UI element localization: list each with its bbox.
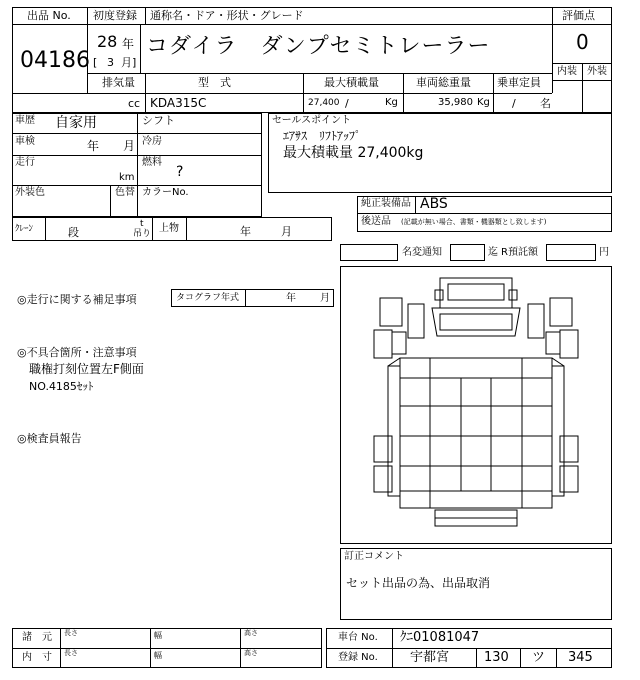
crane-label: ｸﾚｰﾝ [15,224,34,234]
mileage-unit: km [119,172,135,183]
name-change-box [450,244,485,261]
chassis-value: ｸﾆ01081047 [400,630,480,645]
defects-title: ◎不具合箇所・注意事項 [17,346,137,359]
upper-year: 年 [240,225,251,238]
shift-label: シフト [142,114,175,127]
max-load-label: 最大積載量 [324,76,379,89]
height-label-2: 高さ [244,649,258,657]
r-deposit-sep: 迄 [488,247,498,258]
capacity-unit: 名 [540,97,551,110]
lot-no-label: 出品 No. [27,9,71,22]
r-deposit-box [546,244,596,261]
correction-text: セット出品の為、出品取消 [346,576,491,590]
color-no-label: カラーNo. [142,187,189,198]
reg-year-unit: 年 [122,37,135,51]
fuel-label: 燃料 [142,157,162,168]
gross-weight-value: 35,980 [438,97,473,108]
gross-weight-label: 車両総重量 [416,76,471,89]
tacho-year: 年 [286,293,296,304]
cab-roof [440,278,512,308]
height-label-1: 高さ [244,629,258,637]
rear-wheel-right-1 [560,436,578,462]
type-value: KDA315C [150,96,207,110]
reg-class: 130 [484,650,509,665]
displacement-label: 排気量 [102,76,135,89]
defect-line1: 職権打刻位置左F側面 [29,362,144,376]
tacho-month: 月 [320,293,330,304]
cab-hood [432,308,520,336]
gross-weight-unit: Kg [477,97,490,108]
reg-place: 宇都宮 [410,650,450,665]
upper-label: 上物 [159,223,179,234]
inspector-title: ◎検査員報告 [17,432,82,445]
reg-month-close: 月] [121,56,137,69]
defect-line2: NO.4185ｾｯﾄ [29,380,94,393]
inspection-month: 月 [123,139,136,153]
truck-diagram [340,266,612,544]
fuel-value: ? [176,164,184,180]
reg-number: 345 [568,650,593,665]
width-label-1: 幅 [154,631,162,640]
r-deposit-label: R預託額 [501,247,538,258]
width-label-2: 幅 [154,651,162,660]
rear-seat-label: 後送品 [361,216,391,227]
exterior-label: 外装 [587,66,607,77]
name-change-label: 名変通知 [402,247,442,258]
first-reg-label: 初度登録 [93,9,137,22]
supplement-title: ◎走行に関する補足事項 [17,293,137,306]
shoyuan-label: 諸 元 [22,632,52,643]
sales-line2: 最大積載量 27,400kg [283,145,424,161]
max-load-value: 27,400 [308,98,340,108]
naifu-label: 内 寸 [22,652,52,663]
max-load-unit: Kg [385,97,398,108]
reg-year: 28 [97,32,118,51]
correction-title: 訂正コメント [344,551,404,562]
length-label-2: 長さ [64,649,78,657]
lot-no: 04186 [20,48,90,73]
color-change-label: 色替 [115,187,135,198]
blank-box-1 [340,244,398,261]
reg-month: 3 [107,56,114,69]
type-label: 型 式 [198,76,231,89]
name-label: 通称名・ドア・形状・グレード [150,9,304,22]
crane-stage-unit: 段 [68,226,79,239]
sales-title: セールスポイント [272,115,352,126]
capacity-label: 乗車定員 [497,76,541,89]
reg-label: 登録 No. [338,652,378,663]
aircon-label: 冷房 [142,136,162,147]
genuine-label: 純正装備品 [361,198,411,209]
model-name: コダイラ ダンプセミトレーラー [146,34,491,59]
front-wheel-right [560,330,578,358]
history-value: 自家用 [55,115,97,131]
crane-lift: 吊り [133,229,152,239]
rear-seat-note: (記載が無い場合、書類・機器類とし致します) [401,218,547,226]
front-wheel-left [374,330,392,358]
rear-wheel-left-1 [374,436,392,462]
displacement-unit: cc [128,97,141,110]
tacho-label: タコグラフ年式 [176,293,240,303]
chassis-label: 車台 No. [338,632,378,643]
interior-label: 内装 [557,66,577,77]
rear-wheel-left-2 [374,466,392,492]
eval-label: 評価点 [562,9,595,22]
inspection-label: 車検 [15,136,35,147]
cargo-bed [400,358,552,508]
sales-line1: ｴｱｻｽ ﾘﾌﾄｱｯﾌﾟ [283,129,362,143]
rear-wheel-right-2 [560,466,578,492]
yen-label: 円 [599,247,609,258]
genuine-value: ABS [420,196,448,212]
upper-month: 月 [281,225,292,238]
history-label: 車歴 [15,115,35,126]
max-load-sep: / [345,97,349,110]
capacity-sep: / [512,97,516,110]
reg-month-open: [ [93,56,98,69]
length-label-1: 長さ [64,629,78,637]
mileage-label: 走行 [15,157,35,168]
eval-score: 0 [576,30,589,54]
reg-kana: ツ [532,650,546,665]
exterior-color-label: 外装色 [15,187,45,198]
crane-t: t [140,219,144,229]
inspection-year: 年 [87,139,100,153]
